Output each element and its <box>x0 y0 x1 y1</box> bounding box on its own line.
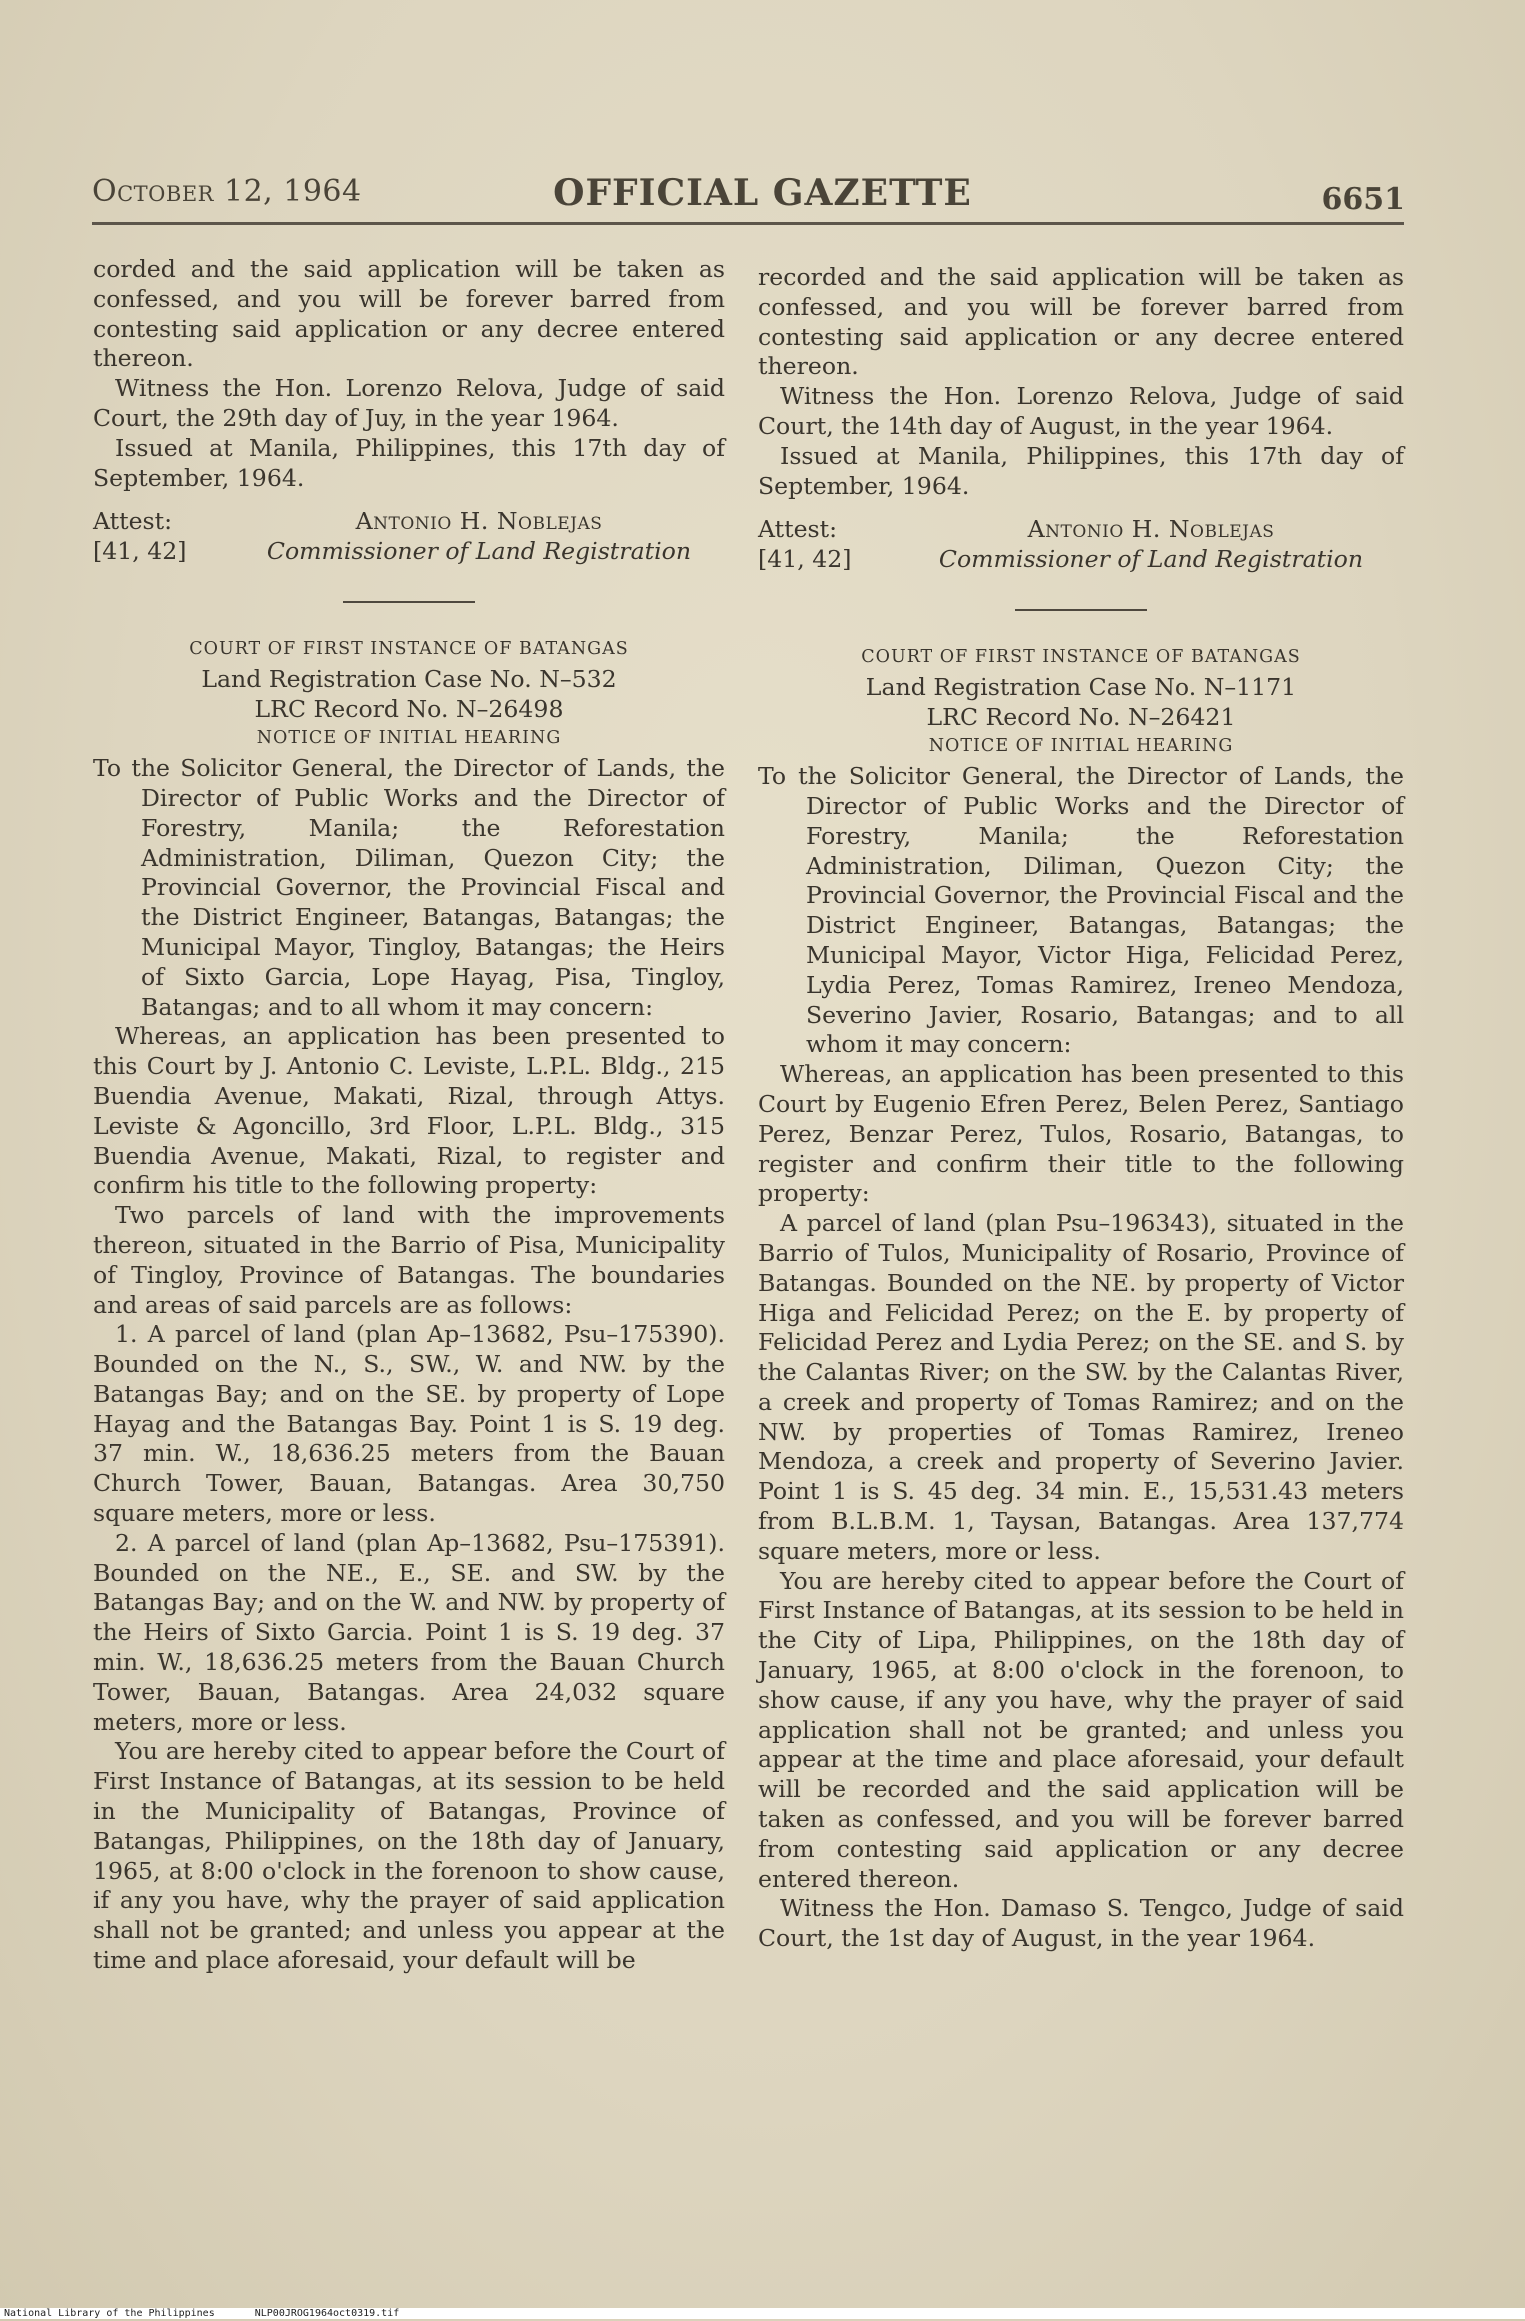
right-column <box>758 263 1404 1954</box>
footer-file: NLP00JROG1964oct0319.tif <box>254 2308 400 2319</box>
attest-block <box>93 507 725 537</box>
page-header <box>0 168 1525 228</box>
section-separator <box>1015 609 1147 611</box>
scan-footer <box>0 2308 1525 2319</box>
issued-text: Issued at Manila, Philippines, this 17th day of September, 1964. <box>93 433 725 492</box>
attest-title: Commissioner of Land Registration <box>266 537 692 566</box>
addressees-text: To the Solicitor General, the Director of Lands, the Director of Public Works and the Director of Forestry, Manila; the Reforestation Administration, Diliman, Quezon City; the Provincial Governor, the Provincial Fiscal and the District Engineer, Batangas, Batangas; the Municipal Mayor, Victor Higa, Felicidad Perez, Lydia Perez, Tomas Ramirez, Ireneo Mendoza, Severino Javier, Rosario, Batangas; and to all whom it may concern: <box>758 762 1404 1059</box>
continuation-text: recorded and the said application will be taken as confessed, and you will be forever barred from contesting said application or any decree entered thereon. <box>758 263 1404 381</box>
lrc-record: LRC Record No. N–26421 <box>926 702 1236 731</box>
attest-block-2 <box>93 537 725 567</box>
case-number: Land Registration Case No. N–532 <box>201 664 617 693</box>
parcels-intro: Two parcels of land with the improvements thereon, situated in the Barrio of Pisa, Municipality of Tingloy, Province of Batangas. The boundaries and areas of said parcels are as follows: <box>93 1201 725 1319</box>
attest-block-2 <box>758 545 1404 575</box>
court-heading: COURT OF FIRST INSTANCE OF BATANGAS <box>189 638 629 659</box>
whereas-text: Whereas, an application has been presented to this Court by Eugenio Efren Perez, Belen Perez, Santiago Perez, Benzar Perez, Tulos, Rosario, Batangas, to register and confirm their title to the following property: <box>758 1060 1404 1208</box>
attest-title: Commissioner of Land Registration <box>938 545 1364 574</box>
case-number: Land Registration Case No. N–1171 <box>865 672 1297 701</box>
cited-text: You are hereby cited to appear before the Court of First Instance of Batangas, at its session to be held in the City of Lipa, Philippines, on the 18th day of January, 1965, at 8:00 o'clock in the forenoon, to show cause, if any you have, why the prayer of said application shall not be granted; and unless you appear at the time and place aforesaid, your default will be recorded and the said application will be taken as confessed, and you will be forever barred from contesting said application or any decree entered thereon. <box>758 1566 1404 1893</box>
issue-date: October 12, 1964 <box>92 174 362 209</box>
lrc-record: LRC Record No. N–26498 <box>254 694 564 723</box>
attest-block <box>758 515 1404 545</box>
attest-ref: [41, 42] <box>758 545 852 574</box>
attest-ref: [41, 42] <box>93 537 187 566</box>
left-column <box>93 255 725 1976</box>
parcel-text: A parcel of land (plan Psu–196343), situated in the Barrio of Tulos, Municipality of Rosario, Province of Batangas. Bounded on the NE. by property of Victor Higa and Felicidad Perez; on the E. by property of Felicidad Perez and Lydia Perez; on the SE. and S. by the Calantas River; on the SW. by the Calantas River, a creek and property of Tomas Ramirez; and on the NW. by properties of Tomas Ramirez, Ireneo Mendoza, a creek and property of Severino Javier. Point 1 is S. 45 deg. 34 min. E., 15,531.43 meters from B.L.B.M. 1, Taysan, Batangas. Area 137,774 square meters, more or less. <box>758 1209 1404 1565</box>
attest-label: Attest: <box>758 515 838 544</box>
notice-heading: NOTICE OF INITIAL HEARING <box>928 736 1234 757</box>
witness-text-2: Witness the Hon. Damaso S. Tengco, Judge of said Court, the 1st day of August, in the year 1964. <box>758 1894 1404 1953</box>
issued-text: Issued at Manila, Philippines, this 17th day of September, 1964. <box>758 441 1404 500</box>
attest-label: Attest: <box>93 507 173 536</box>
parcel-1: 1. A parcel of land (plan Ap–13682, Psu–175390). Bounded on the N., S., SW., W. and NW. by the Batangas Bay; and on the SE. by property of Lope Hayag and the Batangas Bay. Point 1 is S. 19 deg. 37 min. W., 18,636.25 meters from the Bauan Church Tower, Bauan, Batangas. Area 30,750 square meters, more or less. <box>93 1320 725 1528</box>
whereas-text: Whereas, an application has been presented to this Court by J. Antonio C. Leviste, L.P.L. Bldg., 215 Buendia Avenue, Makati, Rizal, through Attys. Leviste & Agoncillo, 3rd Floor, L.P.L. Bldg., 315 Buendia Avenue, Makati, Rizal, to register and confirm his title to the following property: <box>93 1022 725 1200</box>
attest-name: Antonio H. Noblejas <box>355 507 603 536</box>
parcel-2: 2. A parcel of land (plan Ap–13682, Psu–175391). Bounded on the NE., E., SE. and SW. by the Batangas Bay; and on the W. and NW. by property of the Heirs of Sixto Garcia. Point 1 is S. 19 deg. 37 min. W., 18,636.25 meters from the Bauan Church Tower, Bauan, Batangas. Area 24,032 square meters, more or less. <box>93 1528 725 1736</box>
publication-title: OFFICIAL GAZETTE <box>553 172 972 214</box>
addressees-text: To the Solicitor General, the Director of Lands, the Director of Public Works and the Director of Forestry, Manila; the Reforestation Administration, Diliman, Quezon City; the Provincial Governor, the Provincial Fiscal and the District Engineer, Batangas, Batangas; the Municipal Mayor, Tingloy, Batangas; the Heirs of Sixto Garcia, Lope Hayag, Pisa, Tingloy, Batangas; and to all whom it may concern: <box>93 754 725 1021</box>
notice-heading: NOTICE OF INITIAL HEARING <box>256 728 562 749</box>
witness-text: Witness the Hon. Lorenzo Relova, Judge of said Court, the 14th day of August, in the year 1964. <box>758 382 1404 440</box>
attest-name: Antonio H. Noblejas <box>1027 515 1275 544</box>
cited-text: You are hereby cited to appear before the Court of First Instance of Batangas, at its session to be held in the Municipality of Batangas, Province of Batangas, Philippines, on the 18th day of January, 1965, at 8:00 o'clock in the forenoon to show cause, if any you have, why the prayer of said application shall not be granted; and unless you appear at the time and place aforesaid, your default will be <box>93 1737 725 1975</box>
continuation-text: corded and the said application will be taken as confessed, and you will be forever barred from contesting said application or any decree entered thereon. <box>93 255 725 373</box>
witness-text: Witness the Hon. Lorenzo Relova, Judge of said Court, the 29th day of Juy, in the year 1964. <box>93 374 725 432</box>
section-separator <box>343 601 475 603</box>
court-heading: COURT OF FIRST INSTANCE OF BATANGAS <box>861 646 1301 667</box>
page-number: 6651 <box>1321 182 1405 217</box>
footer-library: National Library of the Philippines <box>4 2308 215 2319</box>
header-rule <box>92 222 1404 225</box>
